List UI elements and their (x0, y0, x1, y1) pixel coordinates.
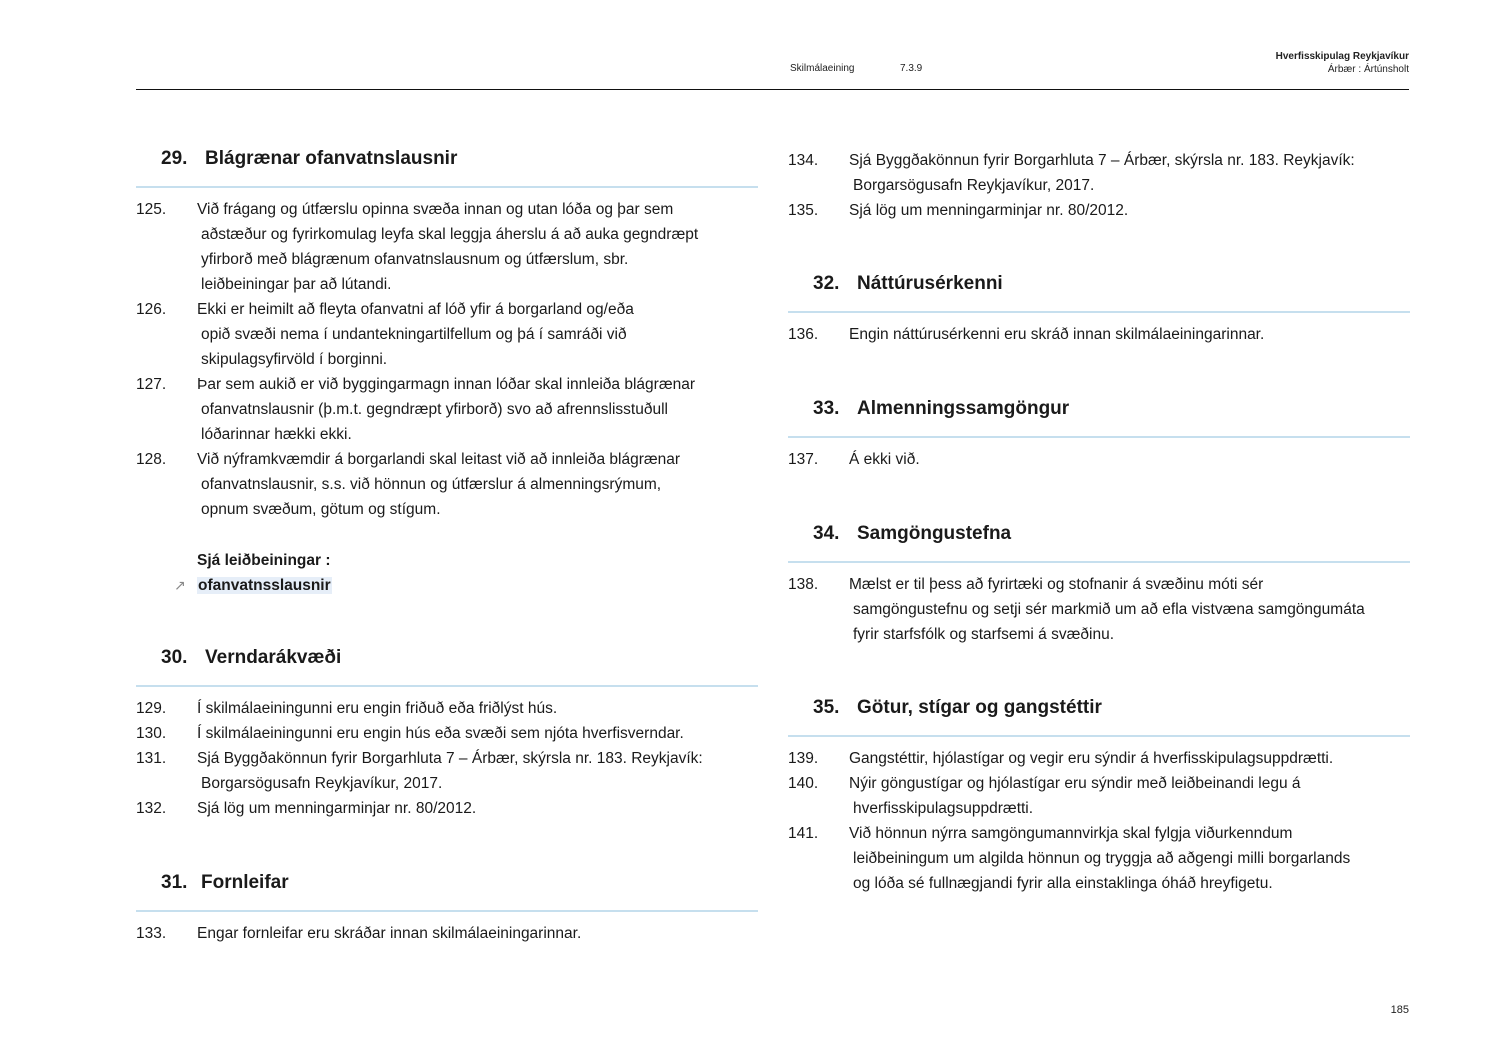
item-text: leiðbeiningar þar að lútandi. (201, 276, 392, 293)
section-heading (136, 144, 758, 174)
list-item (788, 148, 1410, 198)
section-32 (788, 269, 1410, 347)
list-item (136, 372, 758, 447)
item-text: lóðarinnar hækki ekki. (201, 426, 352, 443)
list-item (788, 198, 1410, 223)
section-heading (136, 643, 758, 673)
item-text: leiðbeiningum um algilda hönnun og tryggja að aðgengi milli borgarlands (853, 850, 1351, 867)
document-title: Hverfisskipulag Reykjavíkur (1275, 51, 1409, 62)
section-35 (788, 693, 1410, 896)
section-title: Verndarákvæði (205, 647, 342, 668)
section-divider (788, 436, 1410, 438)
item-number: 130. (136, 725, 167, 742)
item-list (788, 447, 1410, 472)
section-number: 29. (161, 148, 188, 169)
list-item (136, 746, 758, 796)
item-text: Við nýframkvæmdir á borgarlandi skal leitast við að innleiða blágrænar (197, 451, 681, 468)
section-divider (788, 561, 1410, 563)
document-subtitle: Árbær : Ártúnsholt (1327, 64, 1409, 75)
section-title: Götur, stígar og gangstéttir (857, 697, 1102, 718)
item-text: Í skilmálaeiningunni eru engin hús eða svæði sem njóta hverfisverndar. (197, 725, 684, 742)
item-text: Á ekki við. (849, 451, 920, 468)
item-text: Engin náttúrusérkenni eru skráð innan skilmálaeiningarinnar. (849, 326, 1265, 343)
section-title: Fornleifar (201, 872, 289, 893)
guidelines-label: Sjá leiðbeiningar : (197, 552, 331, 569)
running-header-right (1276, 50, 1409, 76)
item-text: Við hönnun nýrra samgöngumannvirkja skal fylgja viðurkenndum (849, 825, 1293, 842)
item-text: Ekki er heimilt að fleyta ofanvatni af lóð yfir á borgarland og/eða (197, 301, 634, 318)
item-list (136, 197, 758, 522)
item-text: Borgarsögusafn Reykjavíkur, 2017. (201, 775, 443, 792)
section-29 (136, 144, 758, 522)
section-title: Almenningssamgöngur (857, 398, 1070, 419)
section-divider (136, 186, 758, 188)
item-text: hverfisskipulagsuppdrætti. (853, 800, 1034, 817)
page-number: 185 (1390, 1004, 1409, 1016)
item-text: aðstæður og fyrirkomulag leyfa skal leggja áherslu á að auka gegndræpt (201, 226, 699, 243)
header-divider (136, 89, 1409, 90)
section-title: Samgöngustefna (857, 523, 1012, 544)
guidelines-reference (136, 548, 332, 598)
item-list (788, 322, 1410, 347)
item-list (788, 746, 1410, 896)
item-number: 136. (788, 326, 819, 343)
section-divider (788, 311, 1410, 313)
list-item (788, 821, 1410, 896)
section-number: 32. (813, 273, 840, 294)
item-text: Borgarsögusafn Reykjavíkur, 2017. (853, 177, 1095, 194)
item-number: 139. (788, 750, 819, 767)
list-item (136, 796, 758, 821)
item-number: 129. (136, 700, 167, 717)
section-divider (788, 735, 1410, 737)
item-text: opið svæði nema í undantekningartilfellum og þá í samráði við (201, 326, 627, 343)
item-text: Við frágang og útfærslu opinna svæða innan og utan lóða og þar sem (197, 201, 674, 218)
item-number: 126. (136, 301, 167, 318)
list-item (788, 447, 1410, 472)
list-item (136, 297, 758, 372)
section-heading (788, 269, 1410, 299)
list-item (136, 696, 758, 721)
item-number: 125. (136, 201, 167, 218)
list-item (788, 572, 1410, 647)
item-text: Þar sem aukið er við byggingarmagn innan lóðar skal innleiða blágrænar (197, 376, 696, 393)
section-33 (788, 394, 1410, 472)
guidelines-link[interactable] (136, 573, 332, 598)
item-number: 135. (788, 202, 819, 219)
item-text: ofanvatnslausnir, s.s. við hönnun og útfærslur á almenningsrýmum, (201, 476, 662, 493)
item-text: Mælst er til þess að fyrirtæki og stofnanir á svæðinu móti sér (849, 576, 1264, 593)
list-item (136, 921, 758, 946)
item-text: og lóða sé fullnægjandi fyrir alla einstaklinga óháð hreyfigetu. (853, 875, 1273, 892)
external-link-arrow-icon: ↗ (174, 577, 186, 593)
section-number: 30. (161, 647, 188, 668)
section-divider (136, 685, 758, 687)
item-list (136, 921, 758, 946)
item-text: fyrir starfsfólk og starfsemi á svæðinu. (853, 626, 1114, 643)
item-list (136, 696, 758, 821)
item-number: 134. (788, 152, 819, 169)
section-30-continued (788, 148, 1410, 223)
item-text: ofanvatnslausnir (þ.m.t. gegndræpt yfirborð) svo að afrennslisstuðull (201, 401, 668, 418)
item-text: Engar fornleifar eru skráðar innan skilmálaeiningarinnar. (197, 925, 582, 942)
item-text: Í skilmálaeiningunni eru engin friðuð eða friðlýst hús. (197, 700, 558, 717)
section-divider (136, 910, 758, 912)
section-heading (136, 868, 758, 898)
section-number: 7.3.9 (900, 63, 923, 74)
section-34 (788, 519, 1410, 647)
item-number: 138. (788, 576, 819, 593)
chapter-label: Skilmálaeining (790, 63, 855, 74)
item-text: opnum svæðum, götum og stígum. (201, 501, 441, 518)
item-text: Sjá lög um menningarminjar nr. 80/2012. (197, 800, 477, 817)
section-30 (136, 643, 758, 821)
running-header-left (790, 63, 923, 74)
item-number: 141. (788, 825, 819, 842)
item-number: 128. (136, 451, 167, 468)
section-title: Blágrænar ofanvatnslausnir (205, 148, 458, 169)
list-item (788, 746, 1410, 771)
item-text: samgöngustefnu og setji sér markmið um að efla vistvæna samgöngumáta (853, 601, 1365, 618)
item-number: 133. (136, 925, 167, 942)
item-number: 127. (136, 376, 167, 393)
section-heading (788, 394, 1410, 424)
item-text: Gangstéttir, hjólastígar og vegir eru sýndir á hverfisskipulagsuppdrætti. (849, 750, 1334, 767)
guidelines-link-text[interactable]: ofanvatnsslausnir (198, 577, 331, 594)
item-list (788, 572, 1410, 647)
item-text: Nýir göngustígar og hjólastígar eru sýndir með leiðbeinandi legu á (849, 775, 1301, 792)
section-number: 31. (161, 872, 188, 893)
item-text: Sjá lög um menningarminjar nr. 80/2012. (849, 202, 1129, 219)
list-item (788, 771, 1410, 821)
item-text: Sjá Byggðakönnun fyrir Borgarhluta 7 – Árbær, skýrsla nr. 183. Reykjavík: (197, 750, 703, 767)
list-item (788, 322, 1410, 347)
item-number: 132. (136, 800, 167, 817)
section-number: 35. (813, 697, 840, 718)
section-number: 33. (813, 398, 840, 419)
section-31 (136, 868, 758, 946)
section-heading (788, 693, 1410, 723)
section-heading (788, 519, 1410, 549)
list-item (136, 447, 758, 522)
item-text: yfirborð með blágrænum ofanvatnslausnum og útfærslum, sbr. (201, 251, 629, 268)
item-number: 137. (788, 451, 819, 468)
list-item (136, 721, 758, 746)
list-item (136, 197, 758, 297)
item-number: 140. (788, 775, 819, 792)
item-number: 131. (136, 750, 167, 767)
section-title: Náttúrusérkenni (857, 273, 1003, 294)
item-text: Sjá Byggðakönnun fyrir Borgarhluta 7 – Árbær, skýrsla nr. 183. Reykjavík: (849, 152, 1355, 169)
item-text: skipulagsyfirvöld í borginni. (201, 351, 388, 368)
section-number: 34. (813, 523, 840, 544)
